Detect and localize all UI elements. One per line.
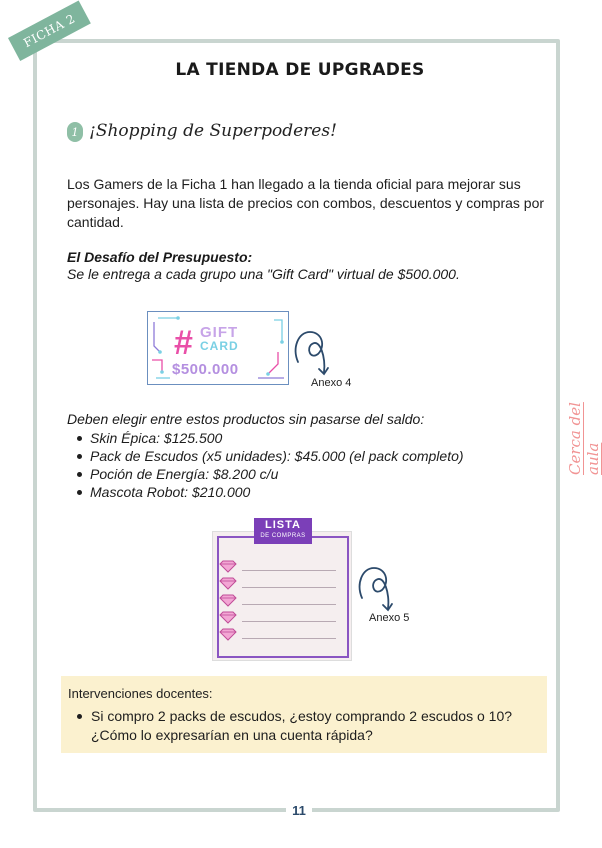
diamond-icon xyxy=(220,594,236,606)
shopping-list-title: LISTA xyxy=(265,519,301,531)
page-title: LA TIENDA DE UPGRADES xyxy=(175,60,425,80)
intro-paragraph: Los Gamers de la Ficha 1 han llegado a la tienda oficial para mejorar sus personajes. Hay una lista de precios con combos, descuentos y compras por cantidad. xyxy=(67,176,545,230)
annex-4-label: Anexo 4 xyxy=(311,377,352,389)
diamond-icon xyxy=(220,611,236,623)
list-item: Poción de Energía: $8.200 c/u xyxy=(90,465,464,483)
list-row xyxy=(220,611,336,623)
gift-card-image xyxy=(147,311,289,385)
list-row xyxy=(220,560,336,572)
list-item: Skin Épica: $125.500 xyxy=(90,429,464,447)
curly-arrow-icon xyxy=(356,560,396,616)
list-row xyxy=(220,577,336,589)
list-row xyxy=(220,628,336,640)
products-intro: Deben elegir entre estos productos sin pasarse del saldo: xyxy=(67,411,425,427)
gift-card-amount: $500.000 xyxy=(172,361,239,378)
page-number: 11 xyxy=(286,803,312,821)
list-row xyxy=(220,594,336,606)
gift-word: GIFT xyxy=(200,324,239,341)
diamond-icon xyxy=(220,560,236,572)
annex-5-label: Anexo 5 xyxy=(369,612,410,624)
challenge-heading: El Desafío del Presupuesto: xyxy=(67,249,253,265)
side-signature: Cerca del aula xyxy=(566,402,602,475)
shopping-list-subtitle: DE COMPRAS xyxy=(260,533,306,539)
notes-list xyxy=(91,707,531,745)
diamond-icon xyxy=(220,628,236,640)
section-number-badge: 1 xyxy=(67,122,83,142)
teacher-notes-box xyxy=(61,676,547,753)
list-item: Mascota Robot: $210.000 xyxy=(90,483,464,501)
list-item: Pack de Escudos (x5 unidades): $45.000 (el pack completo) xyxy=(90,448,464,464)
shopping-list-header xyxy=(254,518,312,544)
diamond-icon xyxy=(220,577,236,589)
challenge-text: Se le entrega a cada grupo una "Gift Card" virtual de $500.000. xyxy=(67,266,460,282)
notes-title: Intervenciones docentes: xyxy=(68,686,213,701)
product-list xyxy=(90,429,464,501)
section-title: ¡Shopping de Superpoderes! xyxy=(89,121,337,141)
worksheet-tag: FICHA 2 xyxy=(8,0,91,61)
gift-hash-symbol: # xyxy=(174,324,193,362)
curly-arrow-icon xyxy=(292,324,332,380)
list-item: Si compro 2 packs de escudos, ¿estoy comprando 2 escudos o 10? ¿Cómo lo expresarían en una cuenta rápida? xyxy=(91,707,531,745)
card-word: CARD xyxy=(200,339,239,353)
